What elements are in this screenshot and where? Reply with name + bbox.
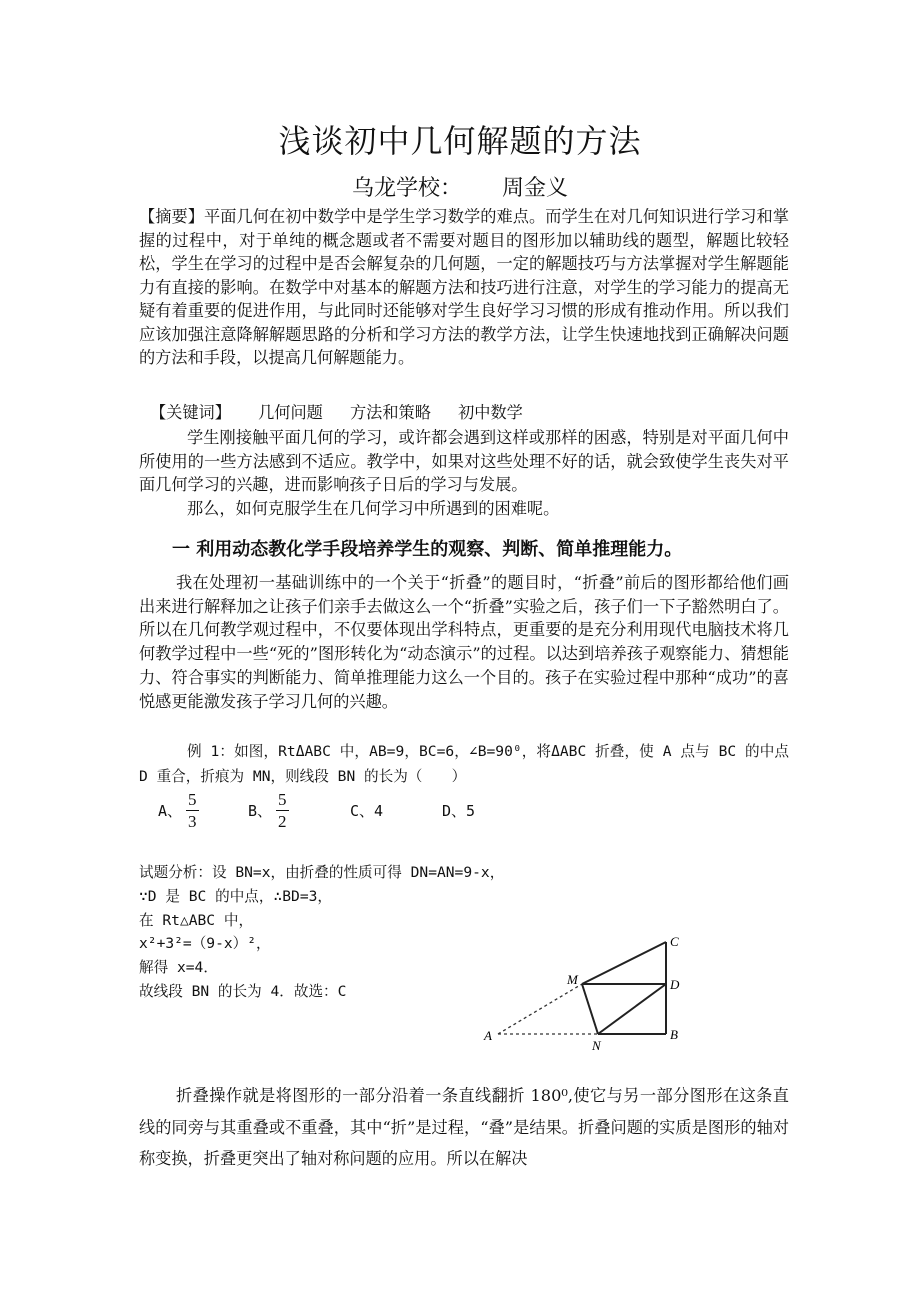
keyword-item: 方法和策略 bbox=[350, 403, 431, 422]
analysis-line: 故线段 BN 的长为 4．故选：C bbox=[139, 982, 347, 1000]
segment-nd bbox=[598, 984, 666, 1034]
analysis-line: 解得 x=4． bbox=[139, 959, 218, 977]
dashed-line-am bbox=[498, 984, 582, 1034]
example-problem: 例 1：如图，RtΔABC 中，AB=9，BC=6，∠B=90⁰，将ΔABC 折叠，使 A 点与 BC 的中点 D 重合，折痕为 MN，则线段 BN 的长为（ ） bbox=[139, 743, 789, 785]
fraction bbox=[186, 790, 199, 833]
keywords-line bbox=[150, 401, 545, 425]
fraction-numerator: 5 bbox=[188, 790, 197, 809]
keywords-label: 【关键词】 bbox=[150, 403, 231, 422]
label-b: B bbox=[670, 1027, 678, 1042]
body-paragraph: 我在处理初一基础训练中的一个关于“折叠”的题目时，“折叠”前后的图形都给他们画出来进行解释加之让孩子们亲手去做这么一个“折叠”实验之后，孩子们一下子豁然明白了。所以在几何教学观过程中，不仅要体现出学科特点，更重要的是充分利用现代电脑技术将几何教学过程中一些“死的”图形转化为“动态演示”的过程。以达到培养孩子观察能力、猜想能力、符合事实的判断能力、简单推理能力这么一个目的。孩子在实验过程中那种“成功”的喜悦感更能激发孩子学习几何的兴趣。 bbox=[139, 573, 789, 711]
fraction bbox=[276, 790, 289, 833]
author-line bbox=[0, 171, 920, 202]
analysis-line: x²+3²=（9-x）²， bbox=[139, 935, 271, 953]
abstract-paragraph: 【摘要】平面几何在初中数学中是学生学习数学的难点。而学生在对几何知识进行学习和掌握的过程中，对于单纯的概念题或者不需要对题目的图形加以辅助线的题型，解题比较轻松，学生在学习的过程中是否会解复杂的几何题，一定的解题技巧与方法掌握对学生解题能力有直接的影响。在数学中对基本的解题方法和技巧进行注意，对学生的学习能力的提高无疑有着重要的促进作用，与此同时还能够对学生良好学习习惯的形成有推动作用。所以我们应该加强注意降解解题思路的分析和学习方法的教学方法，让学生快速地找到正确解决问题的方法和手段，以提高几何解题能力。 bbox=[139, 207, 789, 367]
keyword-item: 初中数学 bbox=[458, 403, 523, 422]
segment-mn bbox=[582, 984, 598, 1034]
analysis-line: ∵D 是 BC 的中点，∴BD=3， bbox=[139, 887, 332, 905]
option-b bbox=[248, 790, 289, 833]
analysis-line: 在 Rt△ABC 中， bbox=[139, 911, 254, 929]
option-b-label: B、 bbox=[248, 802, 273, 820]
question-paragraph: 那么，如何克服学生在几何学习中所遇到的困难呢。 bbox=[187, 499, 560, 518]
analysis-line: 试题分析：设 BN=x，由折叠的性质可得 DN=AN=9-x， bbox=[139, 864, 505, 881]
segment-mc bbox=[582, 942, 666, 984]
fraction-numerator: 5 bbox=[278, 790, 287, 809]
option-a bbox=[158, 790, 199, 833]
fraction-denominator: 3 bbox=[188, 812, 197, 831]
closing-paragraph: 折叠操作就是将图形的一部分沿着一条直线翻折 180⁰,使它与另一部分图形在这条直线的同旁与其重叠或不重叠，其中“折”是过程，“叠”是结果。折叠问题的实质是图形的轴对称变换，折叠更突出了轴对称问题的应用。所以在解决 bbox=[139, 1086, 789, 1168]
author-name: 周金义 bbox=[502, 176, 569, 201]
option-d: D、5 bbox=[442, 802, 476, 820]
author-school: 乌龙学校： bbox=[351, 176, 462, 201]
option-c: C、4 bbox=[350, 802, 384, 820]
label-d: D bbox=[670, 977, 680, 992]
keyword-item: 几何问题 bbox=[258, 403, 323, 422]
label-a: A bbox=[484, 1028, 492, 1043]
section-heading: 一 利用动态教化学手段培养学生的观察、判断、简单推理能力。 bbox=[172, 539, 683, 560]
label-c: C bbox=[670, 934, 679, 949]
intro-paragraph: 学生刚接触平面几何的学习，或许都会遇到这样或那样的困惑，特别是对平面几何中所使用的一些方法感到不适应。教学中，如果对这些处理不好的话，就会致使学生丧失对平面几何学习的兴趣，进而影响孩子日后的学习与发展。 bbox=[139, 428, 789, 494]
option-a-label: A、 bbox=[158, 802, 183, 820]
fraction-denominator: 2 bbox=[278, 812, 287, 831]
geometry-figure bbox=[478, 926, 698, 1056]
label-n: N bbox=[592, 1038, 601, 1053]
document-title: 浅谈初中几何解题的方法 bbox=[278, 122, 642, 160]
label-m: M bbox=[567, 972, 578, 987]
solution-analysis bbox=[139, 861, 504, 1004]
